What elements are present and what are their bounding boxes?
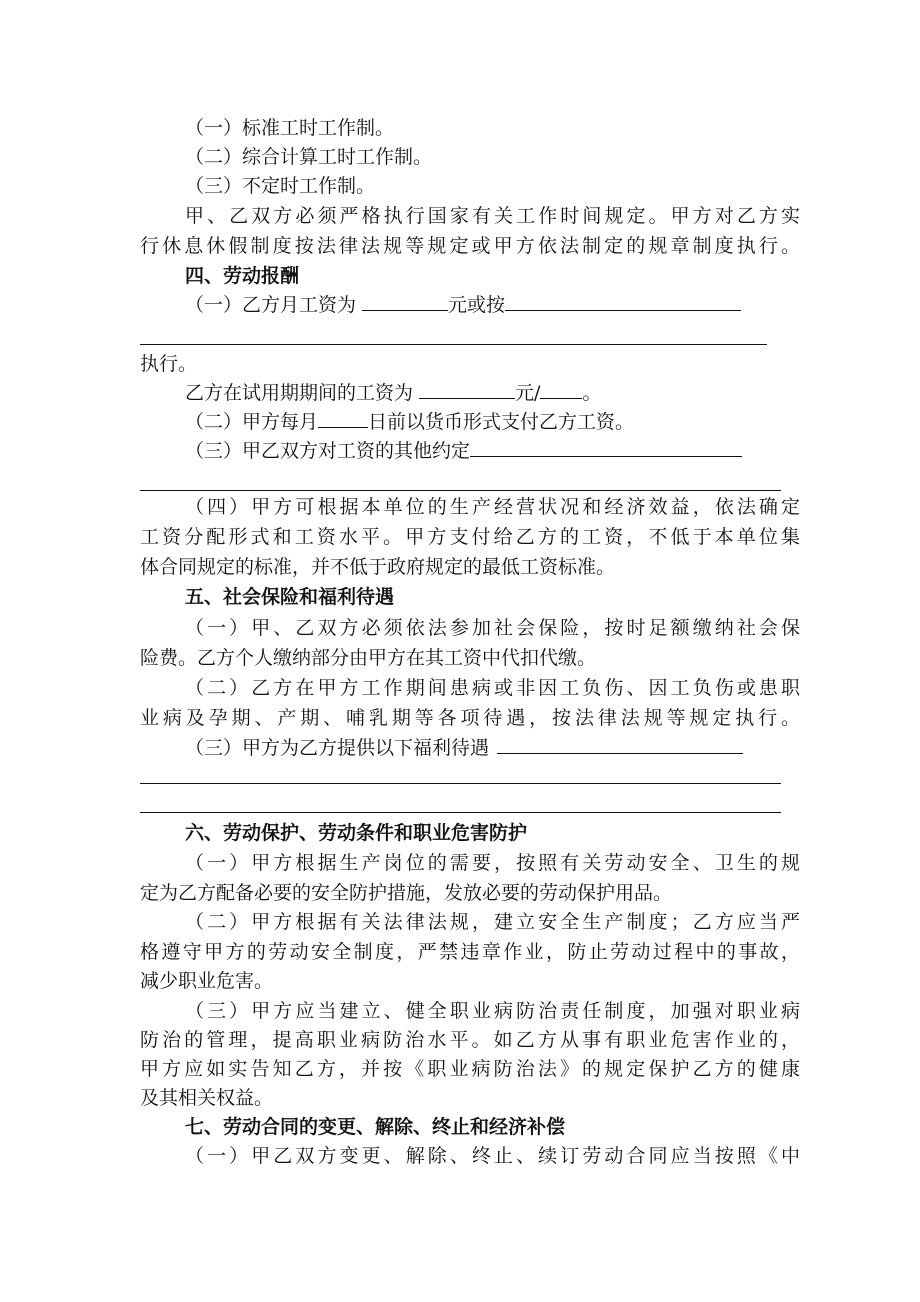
paragraph-line: 定为乙方配备必要的安全防护措施，发放必要的劳动保护用品。 (140, 882, 673, 904)
paragraph-line: 及其相关权益。 (140, 1087, 274, 1109)
period-mark: 。 (582, 382, 602, 404)
probation-unit-label: 元/ (515, 382, 541, 404)
welfare-line (185, 733, 800, 763)
paragraph-line: 甲、乙双方必须严格执行国家有关工作时间规定。甲方对乙方实 (185, 205, 800, 227)
paragraph-line: （三）甲方应当建立、健全职业病防治责任制度，加强对职业病 (185, 1000, 800, 1022)
paragraph-line: （二）甲方根据有关法律法规，建立安全生产制度；乙方应当严 (185, 911, 800, 933)
paragraph-line: 业病及孕期、产期、哺乳期等各项待遇，按法律法规等规定执行。 (140, 707, 800, 729)
salary-unit-label: 元或按 (448, 294, 506, 316)
section-heading-7: 七、劳动合同的变更、解除、终止和经济补偿 (185, 1116, 566, 1138)
section-heading-4: 四、劳动报酬 (185, 265, 300, 287)
paragraph-line: 甲方应如实告知乙方，并按《职业病防治法》的规定保护乙方的健康 (140, 1058, 800, 1080)
paragraph-line: （四）甲方可根据本单位的生产经营状况和经济效益，依法确定 (185, 496, 800, 518)
paragraph-line: 防治的管理，提高职业病防治水平。如乙方从事有职业危害作业的， (140, 1029, 800, 1051)
pay-day-suffix: 日前以货币形式支付乙方工资。 (368, 411, 635, 433)
monthly-salary-blank[interactable] (362, 290, 448, 311)
probation-period-blank[interactable] (540, 378, 582, 399)
paragraph-line: 工资分配形式和工资水平。甲方支付给乙方的工资，不低于本单位集 (140, 526, 800, 548)
welfare-blank[interactable] (497, 733, 743, 754)
other-salary-label: （三）甲乙双方对工资的其他约定 (185, 440, 471, 462)
section-heading-6: 六、劳动保护、劳动条件和职业危害防护 (185, 822, 528, 844)
fill-line (140, 812, 781, 813)
other-salary-agreement-line (185, 436, 800, 466)
paragraph-line: （一）甲方根据生产岗位的需要，按照有关劳动安全、卫生的规 (185, 852, 800, 874)
probation-salary-line (185, 378, 800, 408)
fill-line (140, 344, 767, 345)
paragraph-line: 格遵守甲方的劳动安全制度，严禁违章作业，防止劳动过程中的事故， (140, 941, 800, 963)
paragraph-line: 体合同规定的标准，并不低于政府规定的最低工资标准。 (140, 556, 616, 578)
paragraph-line: （二）乙方在甲方工作期间患病或非因工负伤、因工负伤或患职 (185, 677, 800, 699)
work-hour-option-flexible: （三）不定时工作制。 (185, 175, 376, 197)
probation-salary-blank[interactable] (419, 378, 515, 399)
salary-line (185, 290, 800, 320)
section-heading-5: 五、社会保险和福利待遇 (185, 586, 395, 608)
pay-day-line (185, 407, 800, 437)
fill-line (140, 783, 781, 784)
pay-day-label: （二）甲方每月 (185, 411, 319, 433)
paragraph-line: 险费。乙方个人缴纳部分由甲方在其工资中代扣代缴。 (140, 647, 597, 669)
salary-label: （一）乙方月工资为 (185, 294, 357, 316)
other-salary-blank[interactable] (470, 436, 742, 457)
paragraph-line: （一）甲、乙双方必须依法参加社会保险，按时足额缴纳社会保 (185, 617, 800, 639)
paragraph-line: 行休息休假制度按法律法规等规定或甲方依法制定的规章制度执行。 (140, 235, 800, 257)
welfare-label: （三）甲方为乙方提供以下福利待遇 (185, 737, 490, 759)
paragraph-line: （一）甲乙双方变更、解除、终止、续订劳动合同应当按照《中 (185, 1145, 800, 1167)
probation-salary-label: 乙方在试用期期间的工资为 (185, 382, 414, 404)
pay-day-blank[interactable] (318, 407, 368, 428)
paragraph-line: 减少职业危害。 (140, 970, 274, 992)
fill-line (140, 490, 781, 491)
work-hour-option-comprehensive: （二）综合计算工时工作制。 (185, 146, 433, 168)
work-hour-option-standard: （一）标准工时工作制。 (185, 117, 395, 139)
paragraph-line: 执行。 (140, 353, 198, 375)
salary-method-blank[interactable] (505, 290, 741, 311)
